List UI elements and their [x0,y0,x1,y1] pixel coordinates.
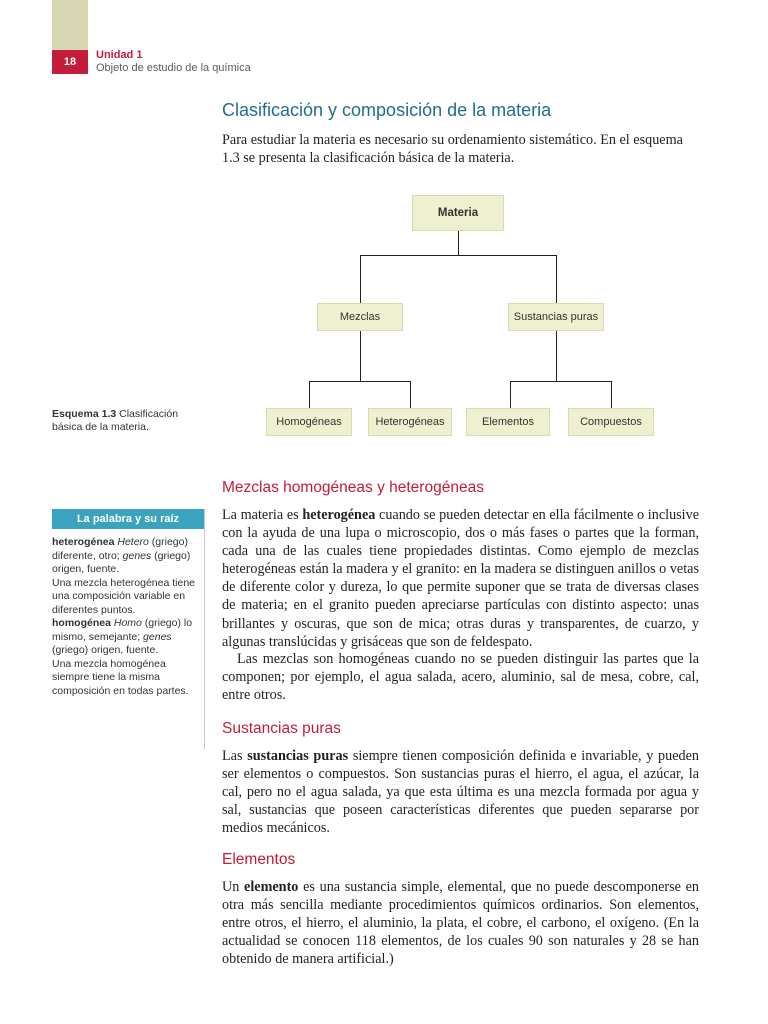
sidebar-divider [204,509,205,749]
sidebar-header: La palabra y su raíz [52,509,204,529]
connector-line [309,381,310,408]
connector-line [458,231,459,255]
glossary-root: genes [122,549,152,562]
bold-term: sustancias puras [247,748,349,764]
glossary-definition: (griego) lo mismo, semejante; [52,617,193,643]
bold-term: elemento [244,879,299,895]
diagram-node-heterogeneas: Heterogéneas [368,408,452,436]
glossary-definition: (griego) origen, fuente. [52,549,191,575]
unit-subtitle: Objeto de estudio de la química [96,62,251,74]
intro-paragraph: Para estudiar la materia es necesario su ordenamiento sistemático. En el esquema 1.3 se presenta la clasificación básica de la materia. [222,132,683,167]
glossary-entry [52,536,204,577]
glossary-root: Homo [113,617,142,629]
section-title: Clasificación y composición de la materia [222,100,552,120]
connector-line [410,381,411,408]
connector-line [360,331,361,381]
connector-line [309,381,410,382]
bold-term: heterogénea [302,507,376,523]
text-run: es una sustancia simple, elemental, que no puede descomponerse en otra más sencilla mediante procedimientos químicos ordinarios. Son elementos, entre otros, el hierro, el aluminio, la plata, el cobre, el carbono, el oxígeno. (En la actualidad se conocen 118 elementos, de los cuales 90 son naturales y 28 se han obtenido de manera artificial.) [222,879,700,968]
connector-line [360,255,556,256]
heading-elementos: Elementos [222,851,296,868]
text-run: cuando se pueden detectar en ella fácilmente o inclusive con la ayuda de una lupa o microscopio, dos o más fases o partes que la forman, cada una de las cuales tiene propiedades distintas. Como ejemplo de mezclas heterogéneas están la madera y el granito: en la madera se distinguen anillos o vetas de diferente color y dureza, lo que permite suponer que se trata de diversas clases de materia; en el granito pueden apreciarse partículas con distinto aspecto: unas brillantes y oscuras, que son de mica; otras duras y transparentes, de cuarzo, y algunas translúcidas y grisáceas que son de feldespato. [222,507,700,650]
paragraph-mezclas-1 [222,506,699,651]
glossary-term: heterogénea [52,536,115,548]
diagram-node-elementos: Elementos [466,408,550,436]
paragraph-elementos [222,878,699,968]
diagram-node-compuestos: Compuestos [568,408,654,436]
glossary-entry [52,617,204,658]
glossary-root: genes [143,630,172,643]
connector-line [556,255,557,303]
glossary-root: Hetero [117,536,149,548]
connector-line [510,381,511,408]
text-run: siempre tienen composición definida e invariable, y pueden ser elementos o compuestos. Son sustancias puras el hierro, el agua, el azúcar, la cal, pero no el agua salada, ya que esta última es una mezcla formada por agua y sal, sustancias que poseen características diferentes que pueden separarse por medios mecánicos. [222,748,700,837]
text-run: Las [222,748,243,764]
heading-mezclas: Mezclas homogéneas y heterogéneas [222,479,484,496]
connector-line [360,255,361,303]
glossary-definition: (griego) origen, fuente. [52,644,159,656]
sidebar-glossary [52,536,204,698]
text-run: Un [222,879,240,895]
figure-caption [52,408,207,434]
diagram-node-materia: Materia [412,195,504,231]
connector-line [510,381,611,382]
glossary-definition: (griego) diferente, otro; [52,536,188,562]
paragraph-mezclas-2: Las mezclas son homogéneas cuando no se pueden distinguir las partes que la componen; por ejemplo, el agua salada, acero, aluminio, sal de mesa, cobre, cal, entre otros. [222,651,699,704]
connector-line [556,331,557,381]
diagram-node-mezclas: Mezclas [317,303,403,331]
unit-title: Unidad 1 [96,49,143,61]
glossary-term: homogénea [52,617,111,629]
text-run: La materia es [222,507,299,523]
caption-label: Esquema 1.3 [52,408,117,420]
glossary-explanation: Una mezcla homogénea siempre tiene la misma composición en todas partes. [52,657,189,697]
diagram-node-homogeneas: Homogéneas [266,408,352,436]
header-tab-strip [52,0,88,50]
connector-line [611,381,612,408]
diagram-node-sustancias-puras: Sustancias puras [508,303,604,331]
page-number: 18 [52,50,88,74]
heading-sustancias-puras: Sustancias puras [222,720,341,737]
paragraph-sustancias [222,747,699,837]
glossary-explanation: Una mezcla heterogénea tiene una composición variable en diferentes puntos. [52,576,196,616]
caption-text: Clasificación básica de la materia. [52,408,179,433]
